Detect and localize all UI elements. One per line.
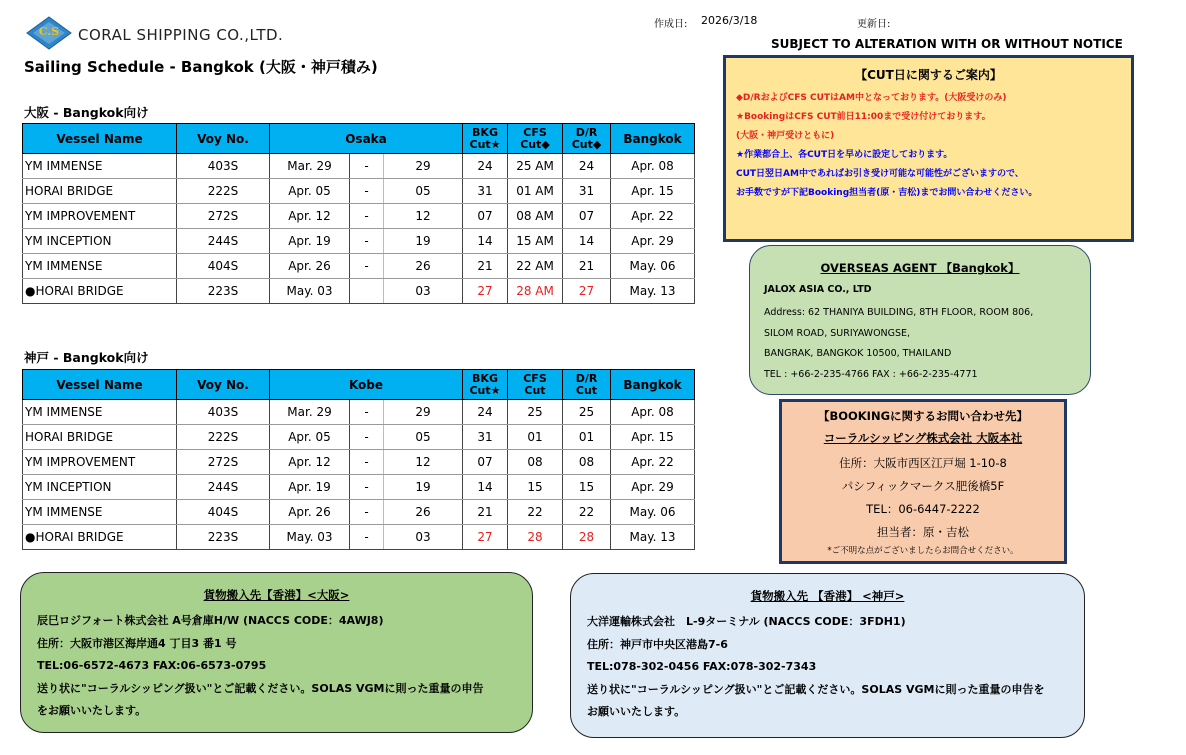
- dr-cut-cell: 08: [563, 450, 611, 475]
- dr-cut-cell: 24: [563, 154, 611, 179]
- cut-info-line: (大阪・神戸受けともに): [736, 131, 835, 141]
- header-destination: Bangkok: [611, 124, 695, 154]
- etd-to-cell: 29: [384, 154, 463, 179]
- header-vessel-name: Vessel Name: [23, 124, 177, 154]
- etd-dash-cell: -: [350, 204, 384, 229]
- etd-to-cell: 05: [384, 425, 463, 450]
- voy-no-cell: 404S: [177, 500, 270, 525]
- eta-cell: May. 13: [611, 525, 695, 550]
- agent-address-line: SILOM ROAD, SURIYAWONGSE,: [764, 327, 911, 339]
- eta-cell: May. 06: [611, 500, 695, 525]
- booking-contact-box: [779, 399, 1067, 564]
- cfs-cut-cell: 15 AM: [508, 229, 563, 254]
- dr-cut-cell: 15: [563, 475, 611, 500]
- table-row: [23, 254, 695, 279]
- bkg-cut-cell: 24: [463, 400, 508, 425]
- kobe-schedule-table: [22, 369, 695, 550]
- header-cfs-cut: CFS Cut◆: [508, 124, 563, 154]
- etd-to-cell: 29: [384, 400, 463, 425]
- bkg-cut-cell: 21: [463, 500, 508, 525]
- booking-note: *ご不明な点がございましたらお問合せください。: [827, 546, 1019, 556]
- cfs-cut-cell: 22: [508, 500, 563, 525]
- kobe-schedule-body: [23, 400, 695, 550]
- eta-cell: May. 13: [611, 279, 695, 304]
- voy-no-cell: 272S: [177, 450, 270, 475]
- bkg-cut-cell: 07: [463, 450, 508, 475]
- table-row: [23, 475, 695, 500]
- header-vessel-name: Vessel Name: [23, 370, 177, 400]
- osaka-cargo-line: TEL:06-6572-4673 FAX:06-6573-0795: [37, 659, 267, 672]
- etd-dash-cell: -: [350, 500, 384, 525]
- vessel-name-cell: ●HORAI BRIDGE: [23, 525, 177, 550]
- cfs-cut-cell: 22 AM: [508, 254, 563, 279]
- cut-info-line: ◆D/RおよびCFS CUTはAM中となっております。(大阪受けのみ): [736, 93, 1007, 103]
- vessel-name-cell: YM IMMENSE: [23, 500, 177, 525]
- voy-no-cell: 272S: [177, 204, 270, 229]
- etd-from-cell: Apr. 19: [270, 229, 350, 254]
- etd-from-cell: May. 03: [270, 525, 350, 550]
- company-name: CORAL SHIPPING CO.,LTD.: [78, 26, 284, 44]
- voy-no-cell: 223S: [177, 279, 270, 304]
- etd-from-cell: Apr. 26: [270, 500, 350, 525]
- eta-cell: Apr. 29: [611, 229, 695, 254]
- booking-address-line: 住所：大阪市西区江戸堀 1-10-8: [839, 456, 1007, 470]
- header-dr-cut: D/R Cut: [563, 370, 611, 400]
- vessel-name-cell: YM IMMENSE: [23, 154, 177, 179]
- etd-dash-cell: -: [350, 475, 384, 500]
- dr-cut-cell: 25: [563, 400, 611, 425]
- voy-no-cell: 223S: [177, 525, 270, 550]
- etd-from-cell: Mar. 29: [270, 400, 350, 425]
- cut-info-line: CUT日翌日AM中であればお引き受け可能な可能性がございますので、: [736, 169, 1024, 179]
- bkg-cut-cell: 21: [463, 254, 508, 279]
- etd-from-cell: Apr. 26: [270, 254, 350, 279]
- created-date-value: 2026/3/18: [701, 14, 758, 27]
- header-voy-no: Voy No.: [177, 370, 270, 400]
- eta-cell: Apr. 08: [611, 154, 695, 179]
- kobe-cargo-line: お願いいたします。: [587, 705, 686, 718]
- etd-to-cell: 12: [384, 450, 463, 475]
- dr-cut-cell: 07: [563, 204, 611, 229]
- header-cfs-cut: CFS Cut: [508, 370, 563, 400]
- osaka-schedule-table: [22, 123, 695, 304]
- bkg-cut-cell: 27: [463, 525, 508, 550]
- table-row: [23, 425, 695, 450]
- company-logo: [26, 16, 316, 50]
- osaka-cargo-line: をお願いいたします。: [37, 704, 147, 717]
- cfs-cut-cell: 28 AM: [508, 279, 563, 304]
- agent-address-line: BANGRAK, BANGKOK 10500, THAILAND: [764, 348, 952, 359]
- dr-cut-cell: 31: [563, 179, 611, 204]
- osaka-schedule-body: [23, 154, 695, 304]
- dr-cut-cell: 21: [563, 254, 611, 279]
- etd-from-cell: Apr. 12: [270, 450, 350, 475]
- bkg-cut-cell: 24: [463, 154, 508, 179]
- etd-from-cell: May. 03: [270, 279, 350, 304]
- header-dr-cut: D/R Cut◆: [563, 124, 611, 154]
- table-row: [23, 229, 695, 254]
- updated-date-label: 更新日:: [857, 19, 891, 30]
- voy-no-cell: 244S: [177, 229, 270, 254]
- voy-no-cell: 222S: [177, 179, 270, 204]
- table-row: [23, 204, 695, 229]
- cfs-cut-cell: 25: [508, 400, 563, 425]
- vessel-name-cell: YM INCEPTION: [23, 475, 177, 500]
- header-port: Osaka: [270, 124, 463, 154]
- header-destination: Bangkok: [611, 370, 695, 400]
- booking-tel: TEL：06-6447-2222: [866, 502, 980, 516]
- voy-no-cell: 403S: [177, 154, 270, 179]
- etd-dash-cell: -: [350, 450, 384, 475]
- booking-address-line: パシフィックマークス肥後橋5F: [841, 479, 1005, 493]
- osaka-section-title: 大阪 - Bangkok向け: [24, 105, 149, 120]
- etd-to-cell: 03: [384, 279, 463, 304]
- agent-tel: TEL : +66-2-235-4766 FAX : +66-2-235-4771: [764, 368, 978, 380]
- etd-dash-cell: -: [350, 154, 384, 179]
- etd-dash-cell: -: [350, 254, 384, 279]
- voy-no-cell: 403S: [177, 400, 270, 425]
- vessel-name-cell: YM IMMENSE: [23, 254, 177, 279]
- etd-from-cell: Apr. 05: [270, 425, 350, 450]
- etd-from-cell: Apr. 12: [270, 204, 350, 229]
- dr-cut-cell: 22: [563, 500, 611, 525]
- etd-to-cell: 05: [384, 179, 463, 204]
- etd-to-cell: 26: [384, 500, 463, 525]
- voy-no-cell: 404S: [177, 254, 270, 279]
- voy-no-cell: 244S: [177, 475, 270, 500]
- eta-cell: Apr. 29: [611, 475, 695, 500]
- created-date-label: 作成日:: [654, 19, 688, 30]
- logo-mark-text: C.S: [38, 25, 60, 38]
- header-bkg-cut: BKG Cut★: [463, 124, 508, 154]
- agent-address-line: Address: 62 THANIYA BUILDING, 8TH FLOOR, ROOM 806,: [764, 307, 1034, 318]
- osaka-cargo-box: [20, 572, 533, 733]
- osaka-cargo-line: 辰巳ロジフォート株式会社 A号倉庫H/W (NACCS CODE：4AWJ8): [37, 614, 384, 627]
- vessel-name-cell: YM IMMENSE: [23, 400, 177, 425]
- etd-dash-cell: -: [350, 179, 384, 204]
- table-row: [23, 400, 695, 425]
- agent-name: JALOX ASIA CO., LTD: [764, 284, 872, 295]
- cut-info-title: 【CUT日に関するご案内】: [855, 68, 1002, 82]
- bkg-cut-cell: 14: [463, 475, 508, 500]
- header-voy-no: Voy No.: [177, 124, 270, 154]
- osaka-cargo-title: 貨物搬入先【香港】<大阪>: [203, 588, 350, 602]
- vessel-name-cell: ●HORAI BRIDGE: [23, 279, 177, 304]
- eta-cell: Apr. 22: [611, 450, 695, 475]
- etd-dash-cell: [350, 279, 384, 304]
- etd-to-cell: 19: [384, 229, 463, 254]
- bkg-cut-cell: 31: [463, 425, 508, 450]
- kobe-cargo-box: [570, 573, 1085, 738]
- vessel-name-cell: HORAI BRIDGE: [23, 425, 177, 450]
- etd-dash-cell: -: [350, 400, 384, 425]
- bkg-cut-cell: 27: [463, 279, 508, 304]
- header-port: Kobe: [270, 370, 463, 400]
- cfs-cut-cell: 25 AM: [508, 154, 563, 179]
- dr-cut-cell: 01: [563, 425, 611, 450]
- alteration-notice: SUBJECT TO ALTERATION WITH OR WITHOUT NOTICE: [771, 37, 1123, 51]
- table-row: [23, 279, 695, 304]
- osaka-cargo-line: 送り状に"コーラルシッピング扱い"とご記載ください。SOLAS VGMに則った重量の申告: [37, 681, 484, 695]
- eta-cell: May. 06: [611, 254, 695, 279]
- bkg-cut-cell: 07: [463, 204, 508, 229]
- kobe-cargo-line: 住所：神戸市中央区港島7-6: [587, 637, 728, 651]
- overseas-agent-box: [749, 245, 1091, 395]
- kobe-cargo-line: 大洋運輸株式会社 L-9ターミナル (NACCS CODE：3FDH1): [587, 615, 906, 628]
- kobe-cargo-line: TEL:078-302-0456 FAX:078-302-7343: [587, 660, 817, 673]
- vessel-name-cell: HORAI BRIDGE: [23, 179, 177, 204]
- cut-info-line: お手数ですが下記Booking担当者(原・吉松)までお問い合わせください。: [736, 188, 1038, 198]
- bkg-cut-cell: 14: [463, 229, 508, 254]
- voy-no-cell: 222S: [177, 425, 270, 450]
- cfs-cut-cell: 28: [508, 525, 563, 550]
- eta-cell: Apr. 08: [611, 400, 695, 425]
- cfs-cut-cell: 08: [508, 450, 563, 475]
- page-title: Sailing Schedule - Bangkok (大阪・神戸積み): [24, 58, 378, 76]
- cfs-cut-cell: 01 AM: [508, 179, 563, 204]
- etd-to-cell: 26: [384, 254, 463, 279]
- etd-dash-cell: -: [350, 425, 384, 450]
- kobe-section-title: 神戸 - Bangkok向け: [24, 350, 149, 365]
- cut-info-box: [723, 55, 1134, 242]
- etd-dash-cell: -: [350, 525, 384, 550]
- kobe-cargo-line: 送り状に"コーラルシッピング扱い"とご記載ください。SOLAS VGMに則った重量の申告を: [587, 682, 1045, 696]
- eta-cell: Apr. 15: [611, 425, 695, 450]
- cfs-cut-cell: 08 AM: [508, 204, 563, 229]
- table-row: [23, 179, 695, 204]
- booking-staff: 担当者：原・吉松: [877, 525, 969, 539]
- cfs-cut-cell: 01: [508, 425, 563, 450]
- vessel-name-cell: YM IMPROVEMENT: [23, 450, 177, 475]
- bkg-cut-cell: 31: [463, 179, 508, 204]
- dr-cut-cell: 28: [563, 525, 611, 550]
- vessel-name-cell: YM IMPROVEMENT: [23, 204, 177, 229]
- dr-cut-cell: 27: [563, 279, 611, 304]
- eta-cell: Apr. 22: [611, 204, 695, 229]
- eta-cell: Apr. 15: [611, 179, 695, 204]
- etd-from-cell: Apr. 05: [270, 179, 350, 204]
- booking-company: コーラルシッピング株式会社 大阪本社: [823, 431, 1023, 445]
- cut-info-line: ★作業都合上、各CUT日を早めに設定しております。: [736, 150, 953, 160]
- dr-cut-cell: 14: [563, 229, 611, 254]
- table-row: [23, 525, 695, 550]
- table-row: [23, 500, 695, 525]
- header-bkg-cut: BKG Cut★: [463, 370, 508, 400]
- etd-to-cell: 19: [384, 475, 463, 500]
- table-row: [23, 450, 695, 475]
- etd-to-cell: 03: [384, 525, 463, 550]
- osaka-cargo-line: 住所：大阪市港区海岸通4 丁目3 番1 号: [37, 636, 237, 650]
- cfs-cut-cell: 15: [508, 475, 563, 500]
- vessel-name-cell: YM INCEPTION: [23, 229, 177, 254]
- kobe-cargo-title: 貨物搬入先 【香港】 <神戸>: [750, 589, 905, 603]
- etd-from-cell: Apr. 19: [270, 475, 350, 500]
- table-row: [23, 154, 695, 179]
- etd-dash-cell: -: [350, 229, 384, 254]
- agent-title: OVERSEAS AGENT 【Bangkok】: [820, 261, 1020, 275]
- cut-info-line: ★BookingはCFS CUT前日11:00まで受け付けております。: [736, 112, 991, 122]
- booking-title: 【BOOKINGに関するお問い合わせ先】: [817, 409, 1029, 423]
- etd-to-cell: 12: [384, 204, 463, 229]
- etd-from-cell: Mar. 29: [270, 154, 350, 179]
